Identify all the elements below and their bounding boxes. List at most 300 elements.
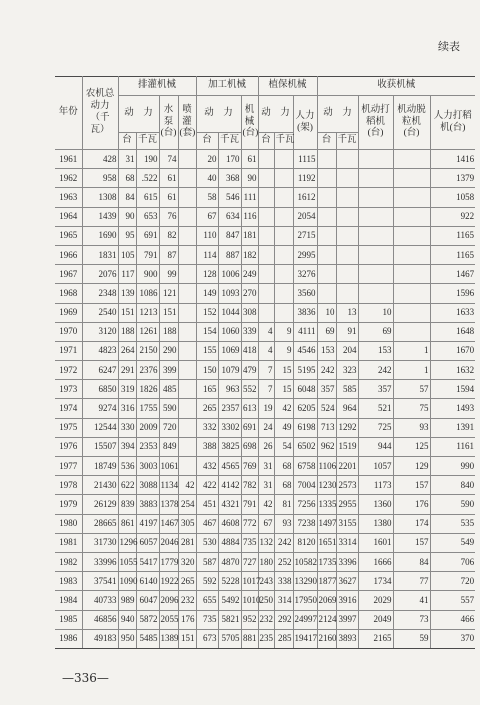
cell-sprinklers	[178, 188, 196, 207]
cell-irrigation-units: 84	[118, 188, 136, 207]
cell-processing-machines: 418	[241, 341, 258, 360]
cell-protection-kw	[274, 226, 293, 245]
cell-harvesting-kw: 3997	[336, 610, 358, 629]
cell-irrigation-units: 90	[118, 207, 136, 226]
cell-processing-machines: 735	[241, 533, 258, 552]
cell-protection-units	[258, 265, 274, 284]
cell-manual-thresher: 549	[430, 533, 475, 552]
cell-processing-kw: 887	[218, 245, 241, 264]
cell-protection-manual: 2995	[293, 245, 317, 264]
cell-harvesting-kw: 3916	[336, 591, 358, 610]
cell-manual-thresher: 1670	[430, 341, 475, 360]
cell-protection-manual: 8120	[293, 533, 317, 552]
cell-irrigation-units: 989	[118, 591, 136, 610]
cell-harvesting-kw: 2573	[336, 476, 358, 495]
cell-protection-units: 42	[258, 495, 274, 514]
cell-processing-kw: 1069	[218, 341, 241, 360]
cell-protection-manual: 6205	[293, 399, 317, 418]
cell-manual-thresher: 1632	[430, 361, 475, 380]
cell-pumps: 1922	[159, 572, 178, 591]
cell-protection-kw	[274, 150, 293, 169]
cell-processing-units: 332	[196, 418, 218, 437]
cell-processing-kw: 634	[218, 207, 241, 226]
cell-harvesting-units: 962	[317, 437, 336, 456]
table-row	[55, 457, 475, 476]
cell-processing-kw: 368	[218, 169, 241, 188]
cell-sprinklers	[178, 150, 196, 169]
cell-protection-manual: 2054	[293, 207, 317, 226]
cell-processing-units: 155	[196, 341, 218, 360]
cell-thresher: 93	[393, 418, 430, 437]
cell-total-power: 28665	[82, 514, 118, 533]
cell-pumps: 1061	[159, 457, 178, 476]
cell-protection-manual: 24997	[293, 610, 317, 629]
cell-protection-kw: 338	[274, 572, 293, 591]
cell-protection-kw: 9	[274, 322, 293, 341]
cell-year: 1978	[55, 476, 82, 495]
cell-harvesting-kw: 1519	[336, 437, 358, 456]
cell-sprinklers: 232	[178, 591, 196, 610]
cell-harvester: 1173	[358, 476, 393, 495]
cell-protection-manual: 13290	[293, 572, 317, 591]
cell-harvesting-units: 713	[317, 418, 336, 437]
cell-sprinklers	[178, 361, 196, 380]
cell-manual-thresher: 1379	[430, 169, 475, 188]
table-row	[55, 207, 475, 226]
cell-harvesting-kw	[336, 188, 358, 207]
cell-thresher: 125	[393, 437, 430, 456]
cell-processing-machines: 791	[241, 495, 258, 514]
cell-harvester: 10	[358, 303, 393, 322]
cell-irrigation-units: 1296	[118, 533, 136, 552]
cell-irrigation-kw: 5417	[136, 552, 159, 571]
cell-year: 1967	[55, 265, 82, 284]
cell-thresher	[393, 169, 430, 188]
cell-harvester: 2165	[358, 629, 393, 648]
cell-protection-units	[258, 150, 274, 169]
header-manual-thresher: 人力打稻机(台)	[430, 96, 475, 150]
cell-processing-machines: 116	[241, 207, 258, 226]
header-harvesting-power: 动 力	[317, 96, 358, 133]
cell-processing-units: 655	[196, 591, 218, 610]
cell-total-power: 46856	[82, 610, 118, 629]
cell-manual-thresher: 1594	[430, 380, 475, 399]
cell-harvesting-units: 1230	[317, 476, 336, 495]
cell-pumps: 61	[159, 188, 178, 207]
cell-irrigation-kw: 3088	[136, 476, 159, 495]
table-row	[55, 303, 475, 322]
cell-total-power: 9274	[82, 399, 118, 418]
cell-thresher: 1	[393, 341, 430, 360]
cell-irrigation-kw: 1755	[136, 399, 159, 418]
cell-harvesting-units	[317, 169, 336, 188]
cell-processing-machines: 1010	[241, 591, 258, 610]
cell-harvesting-units: 242	[317, 361, 336, 380]
cell-protection-manual: 5195	[293, 361, 317, 380]
cell-processing-units: 592	[196, 572, 218, 591]
cell-harvesting-units	[317, 284, 336, 303]
cell-processing-units: 154	[196, 322, 218, 341]
cell-protection-manual: 4546	[293, 341, 317, 360]
cell-pumps: 2046	[159, 533, 178, 552]
cell-pumps: 1389	[159, 629, 178, 648]
cell-irrigation-units: 264	[118, 341, 136, 360]
cell-harvesting-kw: 2955	[336, 495, 358, 514]
cell-total-power: 1308	[82, 188, 118, 207]
cell-irrigation-kw: 2376	[136, 361, 159, 380]
cell-processing-kw: 4565	[218, 457, 241, 476]
cell-year: 1981	[55, 533, 82, 552]
cell-protection-manual: 6502	[293, 437, 317, 456]
header-year: 年份	[55, 77, 82, 150]
cell-processing-kw: 5705	[218, 629, 241, 648]
cell-processing-units: 432	[196, 457, 218, 476]
cell-processing-machines: 691	[241, 418, 258, 437]
cell-sprinklers	[178, 245, 196, 264]
cell-harvester: 153	[358, 341, 393, 360]
cell-harvesting-kw: 3893	[336, 629, 358, 648]
cell-manual-thresher: 370	[430, 629, 475, 648]
cell-protection-manual: 3560	[293, 284, 317, 303]
cell-irrigation-units: 839	[118, 495, 136, 514]
table-row	[55, 418, 475, 437]
cell-pumps: 99	[159, 265, 178, 284]
cell-harvester: 2029	[358, 591, 393, 610]
cell-processing-machines: 270	[241, 284, 258, 303]
cell-harvester: 242	[358, 361, 393, 380]
cell-manual-thresher: 1633	[430, 303, 475, 322]
cell-sprinklers	[178, 437, 196, 456]
cell-irrigation-kw: 6047	[136, 591, 159, 610]
cell-protection-kw: 68	[274, 457, 293, 476]
cell-harvesting-kw	[336, 265, 358, 284]
cell-thresher	[393, 284, 430, 303]
cell-processing-machines: 772	[241, 514, 258, 533]
table-row	[55, 226, 475, 245]
cell-protection-manual: 6198	[293, 418, 317, 437]
cell-sprinklers: 42	[178, 476, 196, 495]
cell-harvesting-units: 1651	[317, 533, 336, 552]
cell-processing-units: 20	[196, 150, 218, 169]
cell-thresher: 174	[393, 514, 430, 533]
cell-harvester: 725	[358, 418, 393, 437]
cell-sprinklers	[178, 418, 196, 437]
cell-total-power: 15507	[82, 437, 118, 456]
cell-protection-units	[258, 245, 274, 264]
cell-protection-kw	[274, 245, 293, 264]
cell-processing-kw: 963	[218, 380, 241, 399]
cell-irrigation-kw: 5485	[136, 629, 159, 648]
cell-harvesting-units: 153	[317, 341, 336, 360]
cell-harvesting-units: 1497	[317, 514, 336, 533]
cell-year: 1969	[55, 303, 82, 322]
cell-protection-kw: 93	[274, 514, 293, 533]
cell-irrigation-units: 291	[118, 361, 136, 380]
cell-protection-manual: 7256	[293, 495, 317, 514]
cell-total-power: 1831	[82, 245, 118, 264]
header-thresher: 机动脱粒机(台)	[393, 96, 430, 150]
cell-year: 1962	[55, 169, 82, 188]
cell-total-power: 31730	[82, 533, 118, 552]
cell-year: 1984	[55, 591, 82, 610]
cell-protection-manual: 7238	[293, 514, 317, 533]
cell-protection-kw	[274, 265, 293, 284]
cell-harvester	[358, 245, 393, 264]
cell-year: 1975	[55, 418, 82, 437]
cell-year: 1972	[55, 361, 82, 380]
cell-harvesting-units	[317, 188, 336, 207]
cell-thresher	[393, 226, 430, 245]
cell-irrigation-kw: 2150	[136, 341, 159, 360]
header-unit-count: 台	[317, 133, 336, 150]
cell-harvesting-units: 10	[317, 303, 336, 322]
cell-irrigation-kw: 653	[136, 207, 159, 226]
cell-thresher: 41	[393, 591, 430, 610]
cell-thresher	[393, 188, 430, 207]
cell-year: 1963	[55, 188, 82, 207]
cell-total-power: 21430	[82, 476, 118, 495]
cell-harvesting-units: 2160	[317, 629, 336, 648]
header-unit-kw: 千瓦	[274, 133, 293, 150]
header-unit-count: 台	[196, 133, 218, 150]
cell-processing-kw: 546	[218, 188, 241, 207]
cell-harvester: 1666	[358, 552, 393, 571]
cell-pumps: 87	[159, 245, 178, 264]
cell-thresher	[393, 265, 430, 284]
cell-pumps: 399	[159, 361, 178, 380]
cell-protection-kw: 252	[274, 552, 293, 571]
cell-total-power: 26129	[82, 495, 118, 514]
cell-total-power: 6850	[82, 380, 118, 399]
cell-processing-kw: 1060	[218, 322, 241, 341]
cell-harvesting-kw	[336, 169, 358, 188]
cell-processing-kw: 5492	[218, 591, 241, 610]
cell-protection-units: 31	[258, 457, 274, 476]
cell-protection-kw: 242	[274, 533, 293, 552]
cell-total-power: 1439	[82, 207, 118, 226]
cell-irrigation-units: 861	[118, 514, 136, 533]
cell-protection-kw: 15	[274, 361, 293, 380]
cell-protection-manual: 6048	[293, 380, 317, 399]
cell-pumps: 82	[159, 226, 178, 245]
cell-pumps: 61	[159, 169, 178, 188]
cell-protection-kw: 9	[274, 341, 293, 360]
table-row	[55, 514, 475, 533]
table-row	[55, 380, 475, 399]
cell-year: 1982	[55, 552, 82, 571]
cell-total-power: 2076	[82, 265, 118, 284]
cell-harvesting-units: 1335	[317, 495, 336, 514]
cell-sprinklers	[178, 457, 196, 476]
header-unit-kw: 千瓦	[136, 133, 159, 150]
cell-year: 1970	[55, 322, 82, 341]
cell-protection-units	[258, 284, 274, 303]
cell-total-power: 428	[82, 150, 118, 169]
cell-harvesting-kw: 3396	[336, 552, 358, 571]
cell-manual-thresher: 1391	[430, 418, 475, 437]
cell-protection-units	[258, 207, 274, 226]
cell-protection-manual: 17950	[293, 591, 317, 610]
header-processing-power: 动 力	[196, 96, 241, 133]
cell-harvesting-kw: 585	[336, 380, 358, 399]
cell-irrigation-units: 188	[118, 322, 136, 341]
cell-processing-machines: 698	[241, 437, 258, 456]
table-row	[55, 533, 475, 552]
cell-harvester: 1734	[358, 572, 393, 591]
cell-pumps: 2096	[159, 591, 178, 610]
cell-sprinklers: 305	[178, 514, 196, 533]
cell-total-power: 18749	[82, 457, 118, 476]
cell-harvesting-kw: 91	[336, 322, 358, 341]
cell-protection-units: 250	[258, 591, 274, 610]
cell-pumps: 1467	[159, 514, 178, 533]
cell-protection-kw: 54	[274, 437, 293, 456]
cell-year: 1971	[55, 341, 82, 360]
cell-sprinklers	[178, 169, 196, 188]
cell-processing-units: 735	[196, 610, 218, 629]
cell-harvester: 1380	[358, 514, 393, 533]
cell-manual-thresher: 535	[430, 514, 475, 533]
cell-year: 1966	[55, 245, 82, 264]
cell-thresher: 157	[393, 533, 430, 552]
cell-protection-units: 31	[258, 476, 274, 495]
cell-sprinklers: 176	[178, 610, 196, 629]
cell-thresher: 57	[393, 380, 430, 399]
cell-processing-machines: 90	[241, 169, 258, 188]
cell-processing-machines: 881	[241, 629, 258, 648]
cell-year: 1976	[55, 437, 82, 456]
cell-processing-kw: 3302	[218, 418, 241, 437]
cell-thresher: 157	[393, 476, 430, 495]
cell-irrigation-kw: 3883	[136, 495, 159, 514]
cell-manual-thresher: 990	[430, 457, 475, 476]
cell-sprinklers	[178, 399, 196, 418]
cell-processing-machines: 479	[241, 361, 258, 380]
continued-label: 续表	[438, 40, 460, 53]
cell-harvesting-units: 2069	[317, 591, 336, 610]
table-row	[55, 399, 475, 418]
cell-harvesting-kw	[336, 284, 358, 303]
cell-protection-kw: 42	[274, 399, 293, 418]
cell-protection-units	[258, 226, 274, 245]
cell-processing-kw: 4321	[218, 495, 241, 514]
cell-processing-machines: 1017	[241, 572, 258, 591]
cell-harvesting-kw: 964	[336, 399, 358, 418]
cell-processing-units: 165	[196, 380, 218, 399]
cell-irrigation-kw: 1261	[136, 322, 159, 341]
cell-processing-kw: 5228	[218, 572, 241, 591]
cell-thresher: 1	[393, 361, 430, 380]
header-harvesting: 收获机械	[317, 77, 475, 96]
cell-protection-kw: 292	[274, 610, 293, 629]
cell-manual-thresher: 1161	[430, 437, 475, 456]
cell-harvesting-kw	[336, 245, 358, 264]
cell-irrigation-units: 940	[118, 610, 136, 629]
cell-pumps: 720	[159, 418, 178, 437]
cell-sprinklers	[178, 226, 196, 245]
cell-processing-machines: 182	[241, 245, 258, 264]
cell-protection-kw	[274, 188, 293, 207]
cell-harvesting-kw: 323	[336, 361, 358, 380]
cell-irrigation-units: 31	[118, 150, 136, 169]
header-total-power: 农机总动力（千瓦）	[82, 77, 118, 150]
cell-protection-units: 26	[258, 437, 274, 456]
table-row	[55, 188, 475, 207]
cell-manual-thresher: 1493	[430, 399, 475, 418]
cell-processing-machines: 769	[241, 457, 258, 476]
cell-irrigation-kw: 1086	[136, 284, 159, 303]
cell-processing-kw: 4608	[218, 514, 241, 533]
cell-manual-thresher: 1467	[430, 265, 475, 284]
header-processing: 加工机械	[196, 77, 258, 96]
cell-irrigation-units: 950	[118, 629, 136, 648]
cell-irrigation-kw: 6140	[136, 572, 159, 591]
cell-sprinklers	[178, 284, 196, 303]
cell-irrigation-kw: 791	[136, 245, 159, 264]
farm-machinery-table	[55, 76, 475, 649]
cell-protection-units: 19	[258, 399, 274, 418]
cell-harvesting-units	[317, 207, 336, 226]
cell-protection-manual: 2715	[293, 226, 317, 245]
cell-harvester: 944	[358, 437, 393, 456]
cell-thresher: 84	[393, 552, 430, 571]
header-irrigation-power: 动 力	[118, 96, 159, 133]
cell-harvesting-units: 1735	[317, 552, 336, 571]
table-row	[55, 150, 475, 169]
cell-thresher	[393, 245, 430, 264]
cell-processing-kw: 4884	[218, 533, 241, 552]
cell-irrigation-units: 1090	[118, 572, 136, 591]
page-number: —336—	[62, 671, 109, 685]
cell-processing-kw: 4142	[218, 476, 241, 495]
cell-thresher: 75	[393, 399, 430, 418]
cell-year: 1977	[55, 457, 82, 476]
table-row	[55, 322, 475, 341]
cell-protection-manual: 1612	[293, 188, 317, 207]
cell-sprinklers	[178, 322, 196, 341]
cell-pumps: 849	[159, 437, 178, 456]
cell-year: 1980	[55, 514, 82, 533]
cell-irrigation-units: 316	[118, 399, 136, 418]
cell-harvesting-kw: 3627	[336, 572, 358, 591]
cell-year: 1983	[55, 572, 82, 591]
cell-processing-units: 58	[196, 188, 218, 207]
cell-manual-thresher: 1058	[430, 188, 475, 207]
cell-harvester: 2049	[358, 610, 393, 629]
cell-harvesting-units	[317, 265, 336, 284]
cell-sprinklers: 254	[178, 495, 196, 514]
cell-protection-kw: 68	[274, 476, 293, 495]
cell-sprinklers	[178, 341, 196, 360]
cell-protection-units: 7	[258, 361, 274, 380]
cell-pumps: 1378	[159, 495, 178, 514]
cell-harvester	[358, 226, 393, 245]
cell-year: 1964	[55, 207, 82, 226]
cell-thresher	[393, 303, 430, 322]
cell-processing-units: 530	[196, 533, 218, 552]
cell-harvesting-units: 1877	[317, 572, 336, 591]
cell-manual-thresher: 1648	[430, 322, 475, 341]
cell-sprinklers: 320	[178, 552, 196, 571]
cell-harvester: 521	[358, 399, 393, 418]
cell-manual-thresher: 557	[430, 591, 475, 610]
cell-processing-units: 467	[196, 514, 218, 533]
cell-processing-kw: 1006	[218, 265, 241, 284]
cell-processing-kw: 170	[218, 150, 241, 169]
table-row	[55, 610, 475, 629]
cell-processing-units: 110	[196, 226, 218, 245]
table-row	[55, 629, 475, 648]
